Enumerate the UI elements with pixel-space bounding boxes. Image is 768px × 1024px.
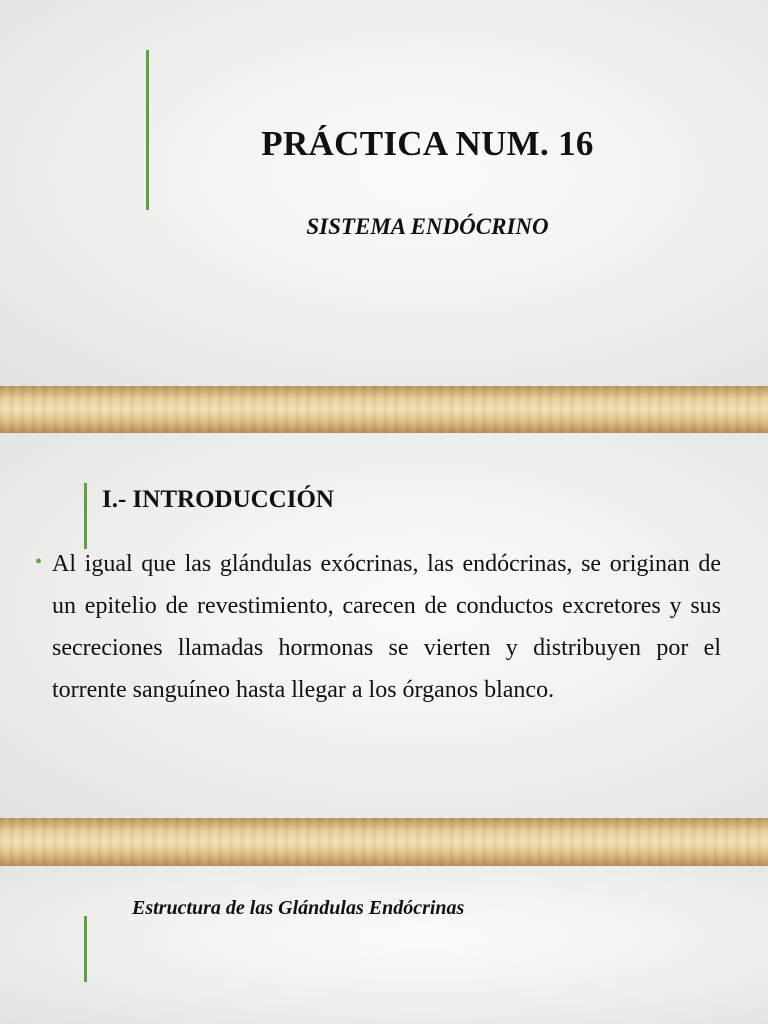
slide-structure: [0, 866, 768, 1024]
section-heading: I.- INTRODUCCIÓN: [102, 486, 334, 513]
slide-heading: Estructura de las Glándulas Endócrinas: [132, 897, 465, 919]
wood-divider: [0, 386, 768, 433]
slide-title-heading: PRÁCTICA NUM. 16: [261, 124, 594, 163]
intro-paragraph: Al igual que las glándulas exócrinas, las endócrinas, se originan de un epitelio de revestimiento, carecen de conductos excretores y sus secreciones llamadas hormonas se vierten y distribuyen por el torrente sanguíneo hasta llegar a los órganos blanco.: [52, 551, 721, 703]
slide-body-text-cropped: [132, 1008, 732, 1024]
accent-bar: [84, 483, 87, 549]
bullet-icon: •: [35, 551, 43, 573]
slide-subtitle: SISTEMA ENDÓCRINO: [306, 214, 549, 239]
accent-bar: [84, 916, 87, 982]
wood-divider: [0, 818, 768, 866]
slide-introduction: [0, 433, 768, 818]
slide-title: [0, 0, 768, 386]
